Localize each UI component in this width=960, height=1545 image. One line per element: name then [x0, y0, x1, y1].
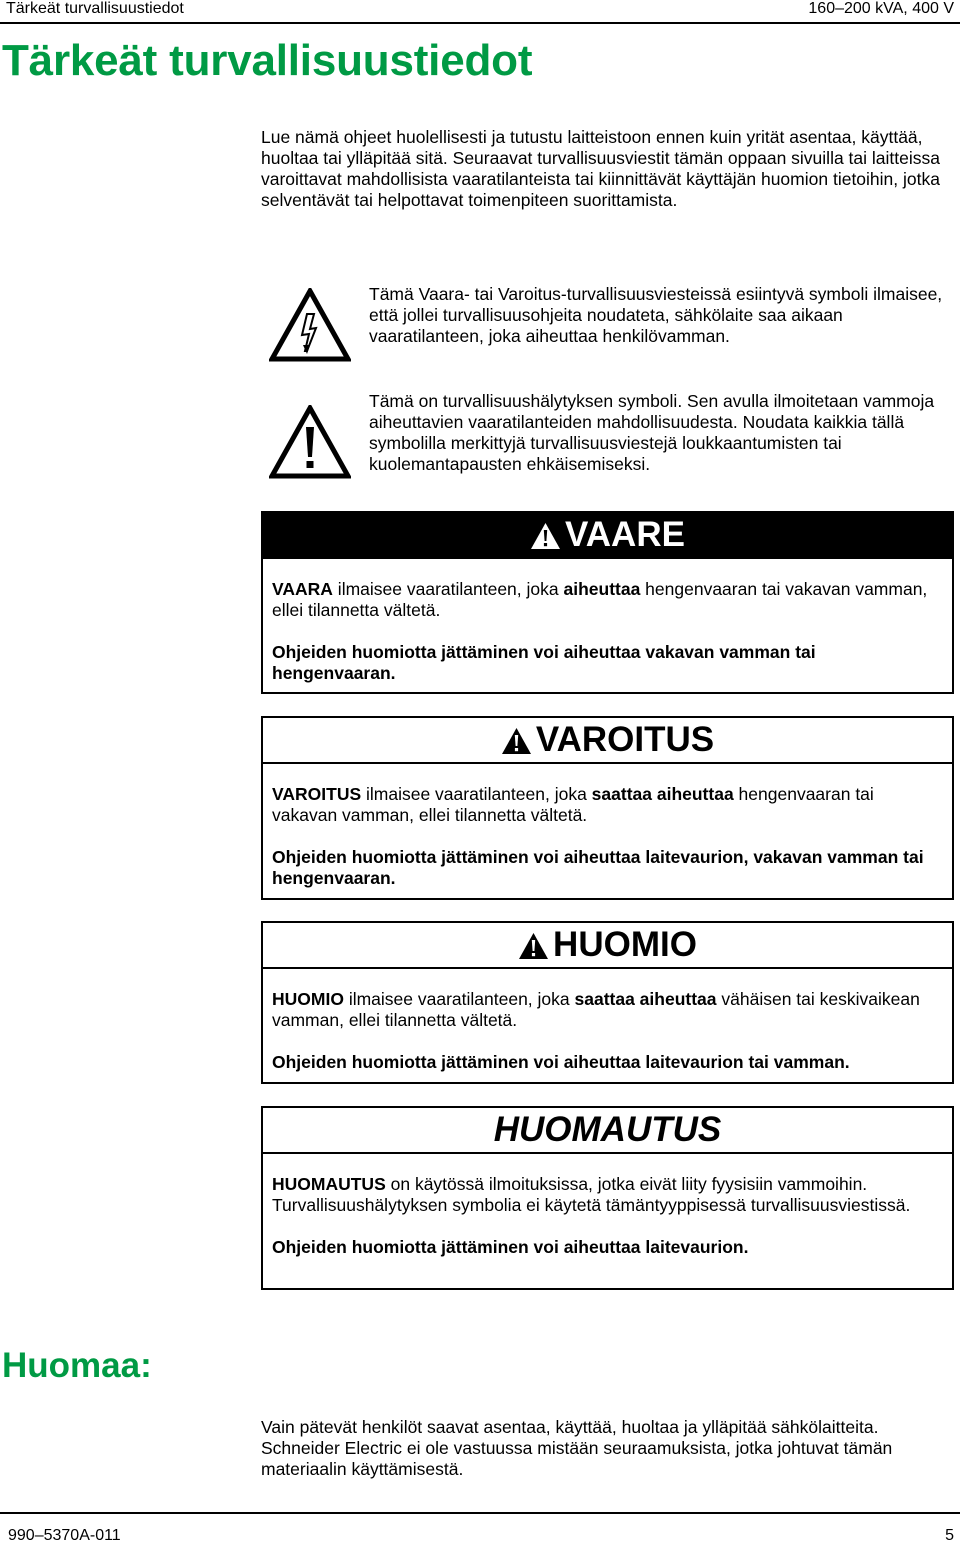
danger-consequence: Ohjeiden huomiotta jättäminen voi aiheuttaa vakavan vamman tai hengenvaaran.: [272, 642, 816, 683]
footer-rule: [0, 1512, 960, 1514]
page-title: Tärkeät turvallisuustiedot: [2, 36, 533, 85]
caution-text-2: vähäisen tai keskivaikean vamman, ellei tilannetta vältetä.: [272, 989, 920, 1030]
danger-message-box: [261, 511, 954, 694]
caution-body: [263, 969, 952, 1081]
warning-triangle-icon: [530, 522, 561, 550]
danger-text-1: ilmaisee vaaratilanteen, joka: [332, 579, 564, 599]
danger-text-2: hengenvaaran tai vakavan vamman, ellei tilannetta vältetä.: [272, 579, 928, 620]
warning-label: VAROITUS: [535, 720, 715, 759]
note-paragraph: Vain pätevät henkilöt saavat asentaa, käyttää, huoltaa ja ylläpitää sähkölaitteita. Schneider Electric ei ole vastuussa mistään seuraamuksista, jotka johtuvat tämän materiaalin käyttämisestä.: [261, 1417, 893, 1479]
running-header-product: 160–200 kVA, 400 V: [808, 0, 954, 17]
caution-label: HUOMIO: [553, 925, 697, 964]
warning-signal-word: VAROITUS: [272, 784, 362, 804]
footer-page-number: 5: [945, 1527, 954, 1544]
running-header-title: Tärkeät turvallisuustiedot: [6, 0, 184, 17]
header-rule: [0, 22, 960, 24]
danger-header: [263, 513, 952, 559]
warning-emphasis: saattaa aiheuttaa: [591, 784, 734, 804]
notice-header: [263, 1108, 952, 1154]
safety-alert-icon: [269, 405, 351, 479]
symbol-description-alert: Tämä on turvallisuushälytyksen symboli. Sen avulla ilmoitetaan vammoja aiheuttavien vaaratilanteiden mahdollisuudesta. Noudata kaikkia tällä symbolilla merkittyjä turvallisuusviestejä loukkaantumisten tai kuolemantapausten ehkäisemiseksi.: [369, 391, 935, 474]
caution-signal-word: HUOMIO: [272, 989, 344, 1009]
danger-signal-word: VAARA: [272, 579, 333, 599]
notice-text-1: on käytössä ilmoituksissa, jotka eivät liity fyysisiin vammoihin. Turvallisuushälytyksen symbolia ei käytetä tämäntyyppisessä turvallisuusviestissä.: [272, 1174, 911, 1215]
caution-emphasis: saattaa aiheuttaa: [574, 989, 717, 1009]
symbol-description-electric: Tämä Vaara- tai Varoitus-turvallisuusviesteissä esiintyvä symboli ilmaisee, että jollei turvallisuusohjeita noudateta, sähkölaite saa aikaan vaaratilanteen, joka aiheuttaa henkilövamman.: [369, 284, 943, 346]
notice-consequence: Ohjeiden huomiotta jättäminen voi aiheuttaa laitevaurion.: [272, 1237, 749, 1257]
intro-paragraph: Lue nämä ohjeet huolellisesti ja tutustu laitteistoon ennen kuin yrität asentaa, käyttää, huoltaa tai ylläpitää sitä. Seuraavat turvallisuusviestit tämän oppaan sivuilla tai laitteissa varoittavat mahdollisista vaaratilanteista tai kiinnittävät käyttäjän huomion tietoihin, jotka selventävät tai helpottavat toimenpiteen suorittamista.: [261, 127, 940, 210]
notice-label: HUOMAUTUS: [493, 1110, 722, 1149]
caution-message-box: [261, 921, 954, 1084]
warning-text-1: ilmaisee vaaratilanteen, joka: [361, 784, 592, 804]
danger-emphasis: aiheuttaa: [563, 579, 641, 599]
caution-text-1: ilmaisee vaaratilanteen, joka: [343, 989, 575, 1009]
note-heading: Huomaa:: [2, 1346, 152, 1385]
electric-hazard-icon: [269, 288, 351, 362]
footer-doc-number: 990–5370A-011: [8, 1527, 121, 1544]
notice-body: [263, 1154, 952, 1266]
caution-consequence: Ohjeiden huomiotta jättäminen voi aiheuttaa laitevaurion tai vamman.: [272, 1052, 850, 1072]
warning-message-box: [261, 716, 954, 900]
warning-triangle-icon: [518, 932, 549, 960]
warning-triangle-icon: [501, 727, 532, 755]
warning-consequence: Ohjeiden huomiotta jättäminen voi aiheuttaa laitevaurion, vakavan vamman tai hengenvaaran.: [272, 847, 924, 888]
warning-header: [263, 718, 952, 764]
notice-signal-word: HUOMAUTUS: [272, 1174, 386, 1194]
danger-label: VAARE: [565, 515, 685, 554]
notice-message-box: [261, 1106, 954, 1290]
danger-body: [263, 559, 952, 692]
warning-text-2: hengenvaaran tai vakavan vamman, ellei tilannetta vältetä.: [272, 784, 874, 825]
caution-header: [263, 923, 952, 969]
warning-body: [263, 764, 952, 897]
